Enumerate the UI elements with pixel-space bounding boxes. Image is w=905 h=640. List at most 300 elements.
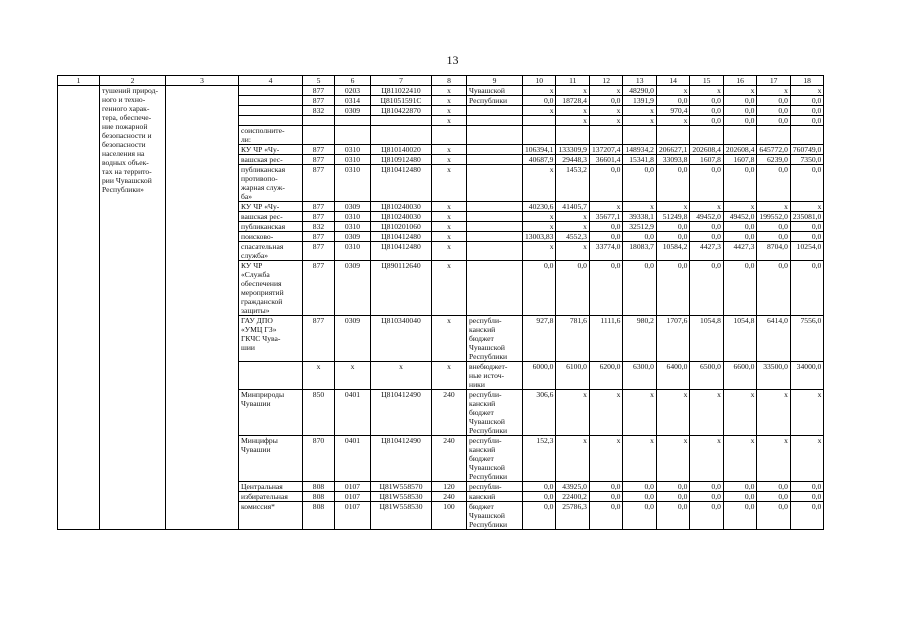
cell-line: КУ ЧР: [241, 261, 263, 270]
value-cell: 0,0: [623, 482, 656, 492]
value-cell: 0,0: [589, 165, 622, 202]
value-cell: 106394,1: [523, 145, 556, 155]
cell-line: рии Чувашской: [102, 176, 152, 185]
cell-line: x: [447, 212, 451, 221]
value-cell: 32512,9: [623, 222, 656, 232]
expense-type-cell: [432, 96, 467, 106]
header-cell-3: 3: [166, 76, 239, 86]
cell-line: Минприроды: [241, 390, 285, 399]
value-cell: 1607,8: [690, 155, 723, 165]
value-cell: 1707,6: [656, 316, 689, 362]
value-cell: 0,0: [790, 261, 823, 316]
cell-line: Чувашской: [469, 343, 505, 352]
target-article-cell: [371, 212, 432, 222]
cell-line: канский: [469, 492, 496, 501]
value-cell: 0,0: [523, 482, 556, 492]
value-cell: 0,0: [523, 261, 556, 316]
cell-line: Минцифры: [241, 436, 278, 445]
grbs-cell: [303, 436, 335, 482]
value-cell: 133309,9: [556, 145, 589, 155]
cell-line: водных объек-: [102, 158, 149, 167]
cell-line: внебюджет-: [469, 362, 508, 371]
cell-line: бюджет: [469, 454, 494, 463]
cell-line: бюджет: [469, 408, 494, 417]
value-cell: 22400,2: [556, 492, 589, 502]
cell-line: тера, обеспече-: [102, 113, 152, 122]
value-cell: 0,0: [790, 106, 823, 116]
value-cell: x: [656, 202, 689, 212]
cell-line: Чувашской: [469, 86, 505, 95]
cell-line: 0309: [344, 106, 361, 115]
target-article-cell: [371, 502, 432, 530]
value-cell: 18728,4: [556, 96, 589, 106]
cell-line: тушений природ-: [102, 86, 159, 95]
cell-line: канский: [469, 325, 496, 334]
executor-cell: [239, 242, 303, 261]
value-cell: 40230,6: [523, 202, 556, 212]
expense-type-cell: [432, 155, 467, 165]
value-cell: 202608,4: [723, 145, 756, 155]
section-cell: [335, 242, 371, 261]
grbs-cell: [303, 165, 335, 202]
cell-line: вашская рес-: [241, 155, 283, 164]
cell-line: Ц810412480: [381, 232, 421, 241]
header-cell-7: 7: [371, 76, 432, 86]
cell-line: x: [447, 86, 451, 95]
cell-line: Ц890112640: [381, 261, 421, 270]
value-cell: x: [623, 106, 656, 116]
cell-line: 808: [312, 482, 325, 491]
cell-line: 877: [312, 155, 325, 164]
cell-line: 850: [312, 390, 325, 399]
section-cell: [335, 362, 371, 390]
value-cell: 0,0: [723, 261, 756, 316]
cell-line: 120: [443, 482, 455, 491]
cell-line: ного и техно-: [102, 95, 146, 104]
value-cell: 0,0: [690, 232, 723, 242]
value-cell: 34000,0: [790, 362, 823, 390]
header-cell-11: 11: [556, 76, 589, 86]
funding-source-cell: [467, 362, 523, 390]
cell-line: ГАУ ДПО: [241, 316, 273, 325]
target-article-cell: [371, 316, 432, 362]
grbs-cell: [303, 202, 335, 212]
value-cell: [690, 126, 723, 145]
funding-source-cell: [467, 222, 523, 232]
value-cell: [523, 116, 556, 126]
funding-source-cell: [467, 261, 523, 316]
grbs-cell: [303, 212, 335, 222]
section-cell: [335, 116, 371, 126]
target-article-cell: [371, 222, 432, 232]
value-cell: 0,0: [790, 222, 823, 232]
header-cell-14: 14: [656, 76, 689, 86]
grbs-cell: [303, 96, 335, 106]
value-cell: 645772,0: [757, 145, 790, 155]
section-cell: [335, 222, 371, 232]
cell-line: 240: [443, 390, 455, 399]
cell-line: ГКЧС Чува-: [241, 334, 281, 343]
value-cell: [757, 126, 790, 145]
header-cell-5: 5: [303, 76, 335, 86]
cell-line: защиты»: [241, 306, 270, 315]
value-cell: 6239,0: [757, 155, 790, 165]
funding-source-cell: [467, 492, 523, 502]
value-cell: 40687,9: [523, 155, 556, 165]
cell-line: 877: [312, 232, 325, 241]
value-cell: 0,0: [589, 96, 622, 106]
cell-line: Чувашии: [241, 445, 271, 454]
cell-line: Республики: [469, 352, 508, 361]
value-cell: 7556,0: [790, 316, 823, 362]
cell-line: 808: [312, 502, 325, 511]
cell-line: вашская рес-: [241, 212, 283, 221]
expense-type-cell: [432, 86, 467, 96]
executor-cell: [239, 116, 303, 126]
cell-line: «УМЦ ГЗ»: [241, 325, 277, 334]
value-cell: 970,4: [656, 106, 689, 116]
value-cell: 137207,4: [589, 145, 622, 155]
executor-cell: [239, 222, 303, 232]
value-cell: x: [656, 116, 689, 126]
value-cell: 49452,0: [690, 212, 723, 222]
value-cell: 43925,0: [556, 482, 589, 492]
header-cell-9: 9: [467, 76, 523, 86]
funding-source-cell: [467, 106, 523, 116]
cell-line: Республики: [469, 472, 508, 481]
value-cell: 0,0: [523, 502, 556, 530]
cell-line: ные источ-: [469, 371, 505, 380]
cell-line: Республики: [469, 96, 508, 105]
cell-line: 877: [312, 212, 325, 221]
grbs-cell: [303, 222, 335, 232]
cell-line: 832: [312, 222, 325, 231]
value-cell: 980,2: [623, 316, 656, 362]
value-cell: 0,0: [790, 502, 823, 530]
value-cell: 6400,0: [656, 362, 689, 390]
value-cell: 0,0: [790, 96, 823, 106]
funding-source-cell: [467, 502, 523, 530]
value-cell: 0,0: [656, 502, 689, 530]
value-cell: 4552,3: [556, 232, 589, 242]
executor-cell: [239, 492, 303, 502]
cell-line: 0309: [344, 202, 361, 211]
cell-line: 877: [312, 96, 325, 105]
value-cell: 760749,0: [790, 145, 823, 155]
cell-line: 877: [312, 261, 325, 270]
value-cell: x: [556, 116, 589, 126]
expense-type-cell: [432, 482, 467, 492]
executor-cell: [239, 390, 303, 436]
grbs-cell: [303, 502, 335, 530]
executor-cell: [239, 436, 303, 482]
section-cell: [335, 155, 371, 165]
cell-line: Ц810240030: [381, 212, 421, 221]
cell-line: x: [447, 261, 451, 270]
target-article-cell: [371, 492, 432, 502]
value-cell: 0,0: [790, 492, 823, 502]
value-cell: 49452,0: [723, 212, 756, 222]
cell-line: Республики: [469, 426, 508, 435]
value-cell: 0,0: [656, 165, 689, 202]
value-cell: 199552,0: [757, 212, 790, 222]
cell-line: 0310: [344, 145, 361, 154]
value-cell: x: [556, 390, 589, 436]
cell-line: 877: [312, 242, 325, 251]
cell-line: обеспечения: [241, 279, 282, 288]
cell-line: жарная служ-: [241, 183, 285, 192]
value-cell: 0,0: [656, 232, 689, 242]
value-cell: 41405,7: [556, 202, 589, 212]
value-cell: 0,0: [690, 261, 723, 316]
cell-line: республи-: [469, 390, 502, 399]
value-cell: 6000,0: [523, 362, 556, 390]
value-cell: 1607,8: [723, 155, 756, 165]
target-article-cell: [371, 145, 432, 155]
cell-line: ба»: [241, 192, 253, 201]
executor-cell: [239, 126, 303, 145]
cell-line: x: [447, 362, 451, 371]
value-cell: 1111,6: [589, 316, 622, 362]
target-article-cell: [371, 232, 432, 242]
value-cell: [723, 126, 756, 145]
value-cell: 0,0: [723, 165, 756, 202]
target-article-cell: [371, 482, 432, 492]
value-cell: x: [656, 436, 689, 482]
executor-cell: [239, 482, 303, 492]
target-article-cell: [371, 126, 432, 145]
expense-type-cell: [432, 242, 467, 261]
cell-line: 0310: [344, 155, 361, 164]
value-cell: 0,0: [723, 482, 756, 492]
cell-line: 877: [312, 165, 325, 174]
value-cell: x: [757, 436, 790, 482]
value-cell: x: [623, 202, 656, 212]
section-cell: [335, 316, 371, 362]
value-cell: x: [690, 436, 723, 482]
value-cell: 0,0: [556, 261, 589, 316]
value-cell: 0,0: [690, 482, 723, 492]
target-article-cell: [371, 436, 432, 482]
cell-line: публиканская: [241, 165, 286, 174]
expense-type-cell: [432, 316, 467, 362]
header-cell-8: 8: [432, 76, 467, 86]
value-cell: 13003,83: [523, 232, 556, 242]
funding-source-cell: [467, 145, 523, 155]
cell-line: Ц810412480: [381, 165, 421, 174]
funding-source-cell: [467, 232, 523, 242]
cell-line: ние пожарной: [102, 122, 148, 131]
value-cell: x: [589, 202, 622, 212]
cell-line: 0310: [344, 242, 361, 251]
cell-line: x: [447, 222, 451, 231]
value-cell: 4427,3: [690, 242, 723, 261]
value-cell: 0,0: [757, 261, 790, 316]
header-cell-15: 15: [690, 76, 723, 86]
executor-cell: [239, 86, 303, 96]
cell-line: избирательная: [241, 492, 288, 501]
target-article-cell: [371, 165, 432, 202]
header-cell-6: 6: [335, 76, 371, 86]
header-cell-4: 4: [239, 76, 303, 86]
cell-line: гражданской: [241, 297, 283, 306]
value-cell: x: [556, 212, 589, 222]
value-cell: [623, 126, 656, 145]
value-cell: 33774,0: [589, 242, 622, 261]
section-cell: [335, 202, 371, 212]
grbs-cell: [303, 126, 335, 145]
grbs-cell: [303, 116, 335, 126]
executor-cell: [239, 165, 303, 202]
cell-line: x: [447, 145, 451, 154]
value-cell: 15341,8: [623, 155, 656, 165]
section-cell: [335, 261, 371, 316]
value-cell: 0,0: [690, 116, 723, 126]
col3-cell: [166, 86, 239, 530]
funding-source-cell: [467, 390, 523, 436]
value-cell: 0,0: [723, 106, 756, 116]
value-cell: 0,0: [690, 492, 723, 502]
cell-line: 0401: [344, 436, 361, 445]
expense-type-cell: [432, 222, 467, 232]
section-cell: [335, 492, 371, 502]
value-cell: 0,0: [589, 492, 622, 502]
cell-line: Ц81W558570: [379, 482, 423, 491]
value-cell: 0,0: [656, 492, 689, 502]
value-cell: 35677,1: [589, 212, 622, 222]
value-cell: 0,0: [623, 165, 656, 202]
value-cell: 0,0: [790, 482, 823, 492]
col1-cell: [58, 86, 100, 530]
value-cell: 1054,8: [723, 316, 756, 362]
cell-line: x: [447, 96, 451, 105]
value-cell: x: [790, 390, 823, 436]
cell-line: Чувашской: [469, 463, 505, 472]
cell-line: Ц810412490: [381, 436, 421, 445]
value-cell: 0,0: [757, 106, 790, 116]
value-cell: 25786,3: [556, 502, 589, 530]
target-article-cell: [371, 86, 432, 96]
value-cell: 152,3: [523, 436, 556, 482]
value-cell: x: [690, 390, 723, 436]
target-article-cell: [371, 242, 432, 261]
value-cell: 33093,8: [656, 155, 689, 165]
cell-line: 832: [312, 106, 325, 115]
value-cell: 0,0: [623, 502, 656, 530]
value-cell: 0,0: [589, 502, 622, 530]
value-cell: 0,0: [690, 502, 723, 530]
value-cell: [589, 126, 622, 145]
cell-line: 0203: [344, 86, 361, 95]
cell-line: населения на: [102, 149, 145, 158]
value-cell: 0,0: [757, 165, 790, 202]
value-cell: x: [589, 436, 622, 482]
grbs-cell: [303, 155, 335, 165]
value-cell: 0,0: [623, 261, 656, 316]
value-cell: 6100,0: [556, 362, 589, 390]
value-cell: 0,0: [790, 116, 823, 126]
value-cell: 0,0: [690, 165, 723, 202]
header-cell-17: 17: [757, 76, 790, 86]
cell-line: канский: [469, 399, 496, 408]
value-cell: 0,0: [757, 96, 790, 106]
value-cell: 18083,7: [623, 242, 656, 261]
cell-line: Чувашии: [241, 399, 271, 408]
value-cell: x: [623, 116, 656, 126]
value-cell: 6414,0: [757, 316, 790, 362]
value-cell: x: [556, 436, 589, 482]
value-cell: x: [790, 436, 823, 482]
cell-line: Ц810201060: [381, 222, 421, 231]
value-cell: x: [690, 86, 723, 96]
funding-source-cell: [467, 482, 523, 492]
funding-source-cell: [467, 126, 523, 145]
header-cell-10: 10: [523, 76, 556, 86]
value-cell: 0,0: [656, 261, 689, 316]
grbs-cell: [303, 316, 335, 362]
value-cell: x: [757, 390, 790, 436]
value-cell: [790, 126, 823, 145]
cell-line: x: [447, 155, 451, 164]
value-cell: 0,0: [589, 482, 622, 492]
cell-line: 808: [312, 492, 325, 501]
funding-source-cell: [467, 165, 523, 202]
cell-line: x: [350, 362, 355, 371]
cell-line: соисполните-: [241, 126, 285, 135]
cell-line: КУ ЧР «Чу-: [241, 202, 280, 211]
value-cell: 1453,2: [556, 165, 589, 202]
target-article-cell: [371, 202, 432, 212]
expense-type-cell: [432, 362, 467, 390]
header-cell-12: 12: [589, 76, 622, 86]
section-cell: [335, 390, 371, 436]
expense-type-cell: [432, 261, 467, 316]
cell-line: Чувашской: [469, 511, 505, 520]
value-cell: x: [556, 242, 589, 261]
funding-source-cell: [467, 242, 523, 261]
value-cell: 0,0: [757, 502, 790, 530]
grbs-cell: [303, 232, 335, 242]
grbs-cell: [303, 261, 335, 316]
value-cell: 0,0: [690, 106, 723, 116]
value-cell: x: [690, 202, 723, 212]
executor-cell: [239, 202, 303, 212]
value-cell: 29448,3: [556, 155, 589, 165]
funding-source-cell: [467, 155, 523, 165]
section-cell: [335, 165, 371, 202]
cell-line: безопасности: [102, 140, 146, 149]
expense-type-cell: [432, 126, 467, 145]
cell-line: x: [447, 232, 451, 241]
value-cell: 0,0: [757, 116, 790, 126]
expense-type-cell: [432, 106, 467, 116]
value-cell: 0,0: [723, 96, 756, 106]
value-cell: 0,0: [757, 222, 790, 232]
cell-line: ники: [469, 380, 485, 389]
cell-line: Ц81W558530: [379, 492, 423, 501]
funding-source-cell: [467, 202, 523, 212]
value-cell: 0,0: [589, 222, 622, 232]
value-cell: x: [556, 86, 589, 96]
value-cell: 781,6: [556, 316, 589, 362]
value-cell: x: [723, 436, 756, 482]
cell-line: x: [447, 106, 451, 115]
cell-line: республи-: [469, 482, 502, 491]
value-cell: 0,0: [790, 232, 823, 242]
target-article-cell: [371, 362, 432, 390]
value-cell: 0,0: [723, 232, 756, 242]
value-cell: 0,0: [723, 502, 756, 530]
